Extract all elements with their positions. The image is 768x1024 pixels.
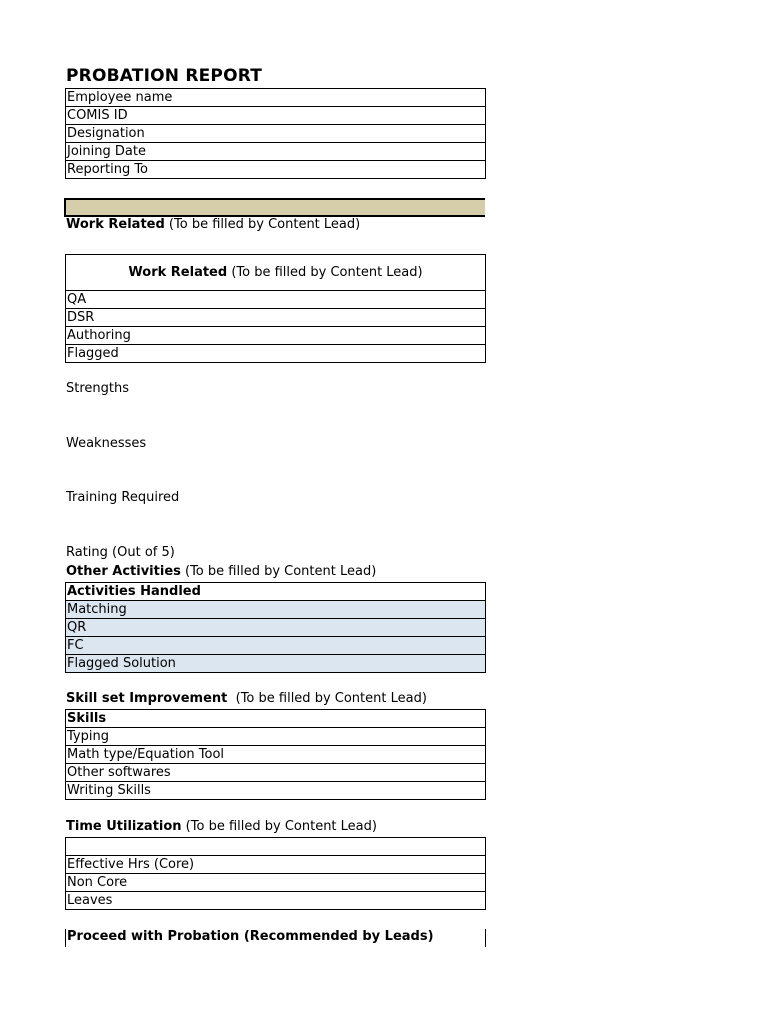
reporting-to-label: Reporting To (66, 161, 486, 179)
work-row-authoring: Authoring (66, 327, 486, 345)
proceed-with-probation-label: Proceed with Probation (Recommended by Leads) (65, 929, 434, 947)
work-row-dsr: DSR (66, 309, 486, 327)
other-activities-caption-bold: Other Activities (66, 564, 181, 579)
table-row (66, 583, 486, 601)
other-activities-caption-note: (To be filled by Content Lead) (180, 564, 377, 579)
other-activities-caption (66, 564, 376, 579)
skill-set-caption-bold: Skill set Improvement (66, 691, 228, 706)
skills-table (65, 709, 486, 800)
time-leaves: Leaves (66, 892, 486, 910)
table-row (66, 601, 486, 619)
proceed-row-border (485, 929, 486, 947)
table-row (66, 764, 486, 782)
skills-header: Skills (66, 710, 486, 728)
employee-info-table (65, 88, 486, 179)
table-row (66, 345, 486, 363)
work-related-box-note: (To be filled by Content Lead) (227, 265, 423, 280)
time-utilization-caption-note: (To be filled by Content Lead) (181, 819, 377, 834)
section-divider-bar (64, 198, 485, 217)
table-row (66, 874, 486, 892)
work-related-box-header (65, 254, 486, 291)
activities-header: Activities Handled (66, 583, 486, 601)
strengths-label: Strengths (66, 381, 130, 396)
work-related-caption (66, 217, 360, 232)
time-utilization-caption (66, 819, 377, 834)
skill-set-caption (66, 691, 427, 706)
time-header (66, 838, 486, 856)
work-row-qa: QA (66, 291, 486, 309)
designation-label: Designation (66, 125, 486, 143)
table-row (66, 125, 486, 143)
weaknesses-label: Weaknesses (66, 436, 147, 451)
time-utilization-table (65, 837, 486, 910)
work-related-box-bold: Work Related (128, 265, 228, 280)
table-row (66, 619, 486, 637)
table-row (66, 291, 486, 309)
joining-date-label: Joining Date (66, 143, 486, 161)
work-related-table (65, 290, 486, 363)
time-non-core: Non Core (66, 874, 486, 892)
skill-math-type: Math type/Equation Tool (66, 746, 486, 764)
table-row (66, 655, 486, 673)
table-row (66, 309, 486, 327)
activity-matching: Matching (66, 601, 486, 619)
employee-name-label: Employee name (66, 89, 486, 107)
table-row (66, 710, 486, 728)
activity-qr: QR (66, 619, 486, 637)
rating-label: Rating (Out of 5) (66, 545, 175, 560)
table-row (66, 728, 486, 746)
activities-table (65, 582, 486, 673)
table-row (66, 161, 486, 179)
skill-writing: Writing Skills (66, 782, 486, 800)
table-row (66, 746, 486, 764)
training-required-label: Training Required (66, 490, 180, 505)
table-row (66, 892, 486, 910)
work-row-flagged: Flagged (66, 345, 486, 363)
work-related-caption-note: (To be filled by Content Lead) (164, 217, 361, 232)
table-row (66, 838, 486, 856)
table-row (66, 637, 486, 655)
skill-typing: Typing (66, 728, 486, 746)
skill-other-softwares: Other softwares (66, 764, 486, 782)
table-row (66, 89, 486, 107)
table-row (66, 107, 486, 125)
table-row (66, 143, 486, 161)
time-utilization-caption-bold: Time Utilization (66, 819, 182, 834)
activity-flagged-solution: Flagged Solution (66, 655, 486, 673)
time-effective-hrs: Effective Hrs (Core) (66, 856, 486, 874)
report-title: PROBATION REPORT (66, 66, 263, 86)
comis-id-label: COMIS ID (66, 107, 486, 125)
activity-fc: FC (66, 637, 486, 655)
skill-set-caption-note: (To be filled by Content Lead) (227, 691, 427, 706)
table-row (66, 327, 486, 345)
table-row (66, 856, 486, 874)
table-row (66, 782, 486, 800)
work-related-caption-bold: Work Related (66, 217, 165, 232)
